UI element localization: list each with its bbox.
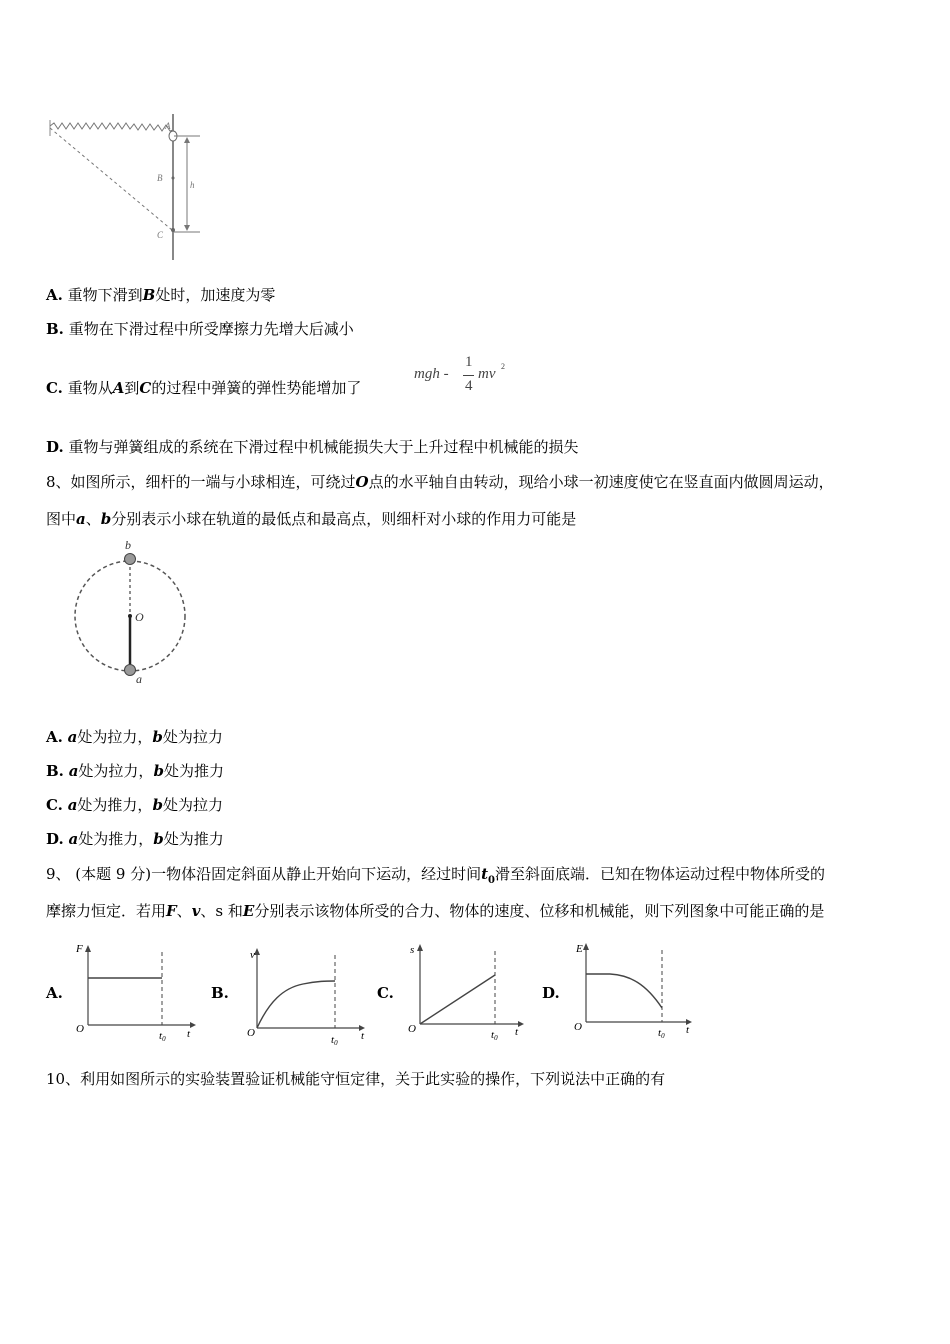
label-c: C: [157, 230, 164, 240]
dashed-spring-to-c: [50, 128, 172, 230]
ball-b: [125, 554, 136, 565]
q7-spring-rod-figure: [44, 110, 214, 265]
q7-option-c[interactable]: [46, 378, 361, 398]
option-text: 处为推力: [163, 762, 224, 780]
q9-stem-line2: [46, 901, 824, 921]
q9-option-b-label[interactable]: B.: [211, 984, 229, 1002]
label-o: O: [135, 610, 144, 624]
option-text: 处时，加速度为零: [155, 286, 276, 304]
y-arrow-icon: [254, 948, 260, 955]
option-text: 处为推力，: [77, 796, 153, 814]
y-arrow-icon: [85, 945, 91, 952]
option-text: 重物下滑到: [67, 286, 143, 304]
point-c: [171, 228, 175, 232]
q7-formula: [414, 354, 514, 402]
label-h: h: [190, 180, 195, 190]
x-arrow-icon: [190, 1022, 196, 1028]
formula-right: mv: [478, 366, 496, 382]
h-arrow-head-up: [184, 137, 190, 143]
q8-option-d[interactable]: [46, 829, 224, 849]
t0-label: t0: [658, 1027, 665, 1040]
option-label: A.: [46, 728, 63, 746]
var: a: [67, 796, 78, 814]
option-text: 重物从: [67, 379, 113, 397]
h-arrow-head-down: [184, 225, 190, 231]
formula-sup: 2: [501, 362, 505, 371]
option-text: 重物在下滑过程中所受摩擦力先增大后减小: [68, 320, 354, 338]
option-label: B.: [46, 762, 64, 780]
q8-stem-line2: [46, 509, 576, 529]
q7-option-b[interactable]: [46, 319, 354, 339]
y-label: F: [76, 943, 83, 955]
var: b: [153, 762, 164, 780]
q9-graph-a[interactable]: [70, 940, 200, 1045]
q10-stem: 10、利用如图所示的实验装置验证机械能守恒定律，关于此实验的操作，下列说法中正确的有: [46, 1070, 666, 1088]
var: A: [112, 379, 125, 397]
var: b: [152, 796, 163, 814]
option-label: D.: [46, 830, 64, 848]
q7-option-a[interactable]: [46, 285, 275, 305]
var: b: [100, 510, 112, 528]
y-label: v: [250, 949, 255, 961]
option-text: 重物与弹簧组成的系统在下滑过程中机械能损失大于上升过程中机械能的损失: [68, 438, 579, 456]
q9-graph-d[interactable]: [566, 938, 701, 1048]
stem-text: 摩擦力恒定．若用: [46, 902, 167, 920]
var: B: [142, 286, 156, 304]
stem-text: 点的水平轴自由转动，现给小球一初速度使它在竖直面内做圆周运动，: [368, 473, 834, 491]
formula-den: 4: [465, 378, 473, 394]
q8-stem-line1: [46, 472, 834, 492]
option-label: D.: [46, 438, 64, 456]
y-arrow-icon: [583, 943, 589, 950]
point-b: [172, 177, 175, 180]
t0-label: t0: [159, 1030, 166, 1043]
q9-option-d-label[interactable]: D.: [542, 984, 560, 1002]
var: F: [166, 902, 177, 920]
q9-graph-b[interactable]: [235, 940, 370, 1050]
option-text: 处为拉力，: [78, 762, 154, 780]
option-text: 处为拉力，: [77, 728, 153, 746]
origin-label: O: [408, 1023, 416, 1035]
var: a: [68, 762, 79, 780]
var: v: [191, 902, 201, 920]
ball-a: [125, 665, 136, 676]
q9-option-c-label[interactable]: C.: [377, 984, 394, 1002]
stem-text: 图中: [46, 510, 77, 528]
y-label: E: [576, 943, 583, 955]
x-arrow-icon: [518, 1021, 524, 1027]
option-label: C.: [46, 379, 63, 397]
stem-text: 9、 (本题 9 分)一物体沿固定斜面从静止开始向下运动，经过时间: [46, 865, 482, 883]
option-text: 处为拉力: [162, 796, 223, 814]
option-text: 到: [124, 379, 140, 397]
x-label: t: [361, 1030, 365, 1042]
var: b: [152, 728, 163, 746]
var: C: [139, 379, 152, 397]
origin-label: O: [76, 1023, 84, 1035]
label-a: A: [165, 121, 171, 131]
stem-text: 、: [85, 510, 101, 528]
var: a: [67, 728, 78, 746]
var: b: [153, 830, 164, 848]
pivot-o: [128, 614, 132, 618]
var: a: [68, 830, 79, 848]
x-label: t: [187, 1028, 191, 1040]
x-label: t: [515, 1026, 519, 1038]
q9-graph-c[interactable]: [400, 938, 530, 1048]
q9-option-a-label[interactable]: A.: [46, 984, 63, 1002]
origin-label: O: [247, 1027, 255, 1039]
option-label: B.: [46, 320, 64, 338]
option-text: 处为拉力: [162, 728, 223, 746]
var: O: [355, 473, 369, 491]
option-text: 的过程中弹簧的弹性势能增加了: [151, 379, 362, 397]
stem-text: 滑至斜面底端．已知在物体运动过程中物体所受的: [495, 865, 826, 883]
formula-left: mgh -: [414, 366, 449, 382]
option-text: 处为推力，: [78, 830, 154, 848]
graph-curve: [257, 981, 335, 1028]
label-a: a: [136, 672, 142, 684]
x-label: t: [686, 1024, 690, 1036]
q7-option-d[interactable]: [46, 437, 579, 457]
graph-curve: [586, 974, 662, 1008]
stem-text: 、: [176, 902, 192, 920]
y-arrow-icon: [417, 944, 423, 951]
option-label: A.: [46, 286, 63, 304]
spring: [50, 123, 173, 131]
q9-stem-line1: [46, 864, 825, 891]
formula-num: 1: [465, 354, 473, 370]
option-label: C.: [46, 796, 63, 814]
origin-label: O: [574, 1021, 582, 1033]
q8-option-c[interactable]: [46, 795, 223, 815]
q8-option-a[interactable]: [46, 727, 223, 747]
label-b: b: [125, 538, 131, 552]
var: E: [242, 902, 255, 920]
var: t: [481, 865, 489, 883]
q8-option-b[interactable]: [46, 761, 224, 781]
label-b: B: [157, 173, 163, 183]
stem-text: 、s 和: [200, 902, 243, 920]
stem-text: 分别表示小球在轨道的最低点和最高点，则细杆对小球的作用力可能是: [111, 510, 577, 528]
t0-label: t0: [331, 1034, 338, 1047]
stem-text: 8、如图所示，细杆的一端与小球相连，可绕过: [46, 473, 356, 491]
option-text: 处为推力: [163, 830, 224, 848]
stem-text: 分别表示该物体所受的合力、物体的速度、位移和机械能，则下列图象中可能正确的是: [254, 902, 825, 920]
q8-circle-figure: [68, 536, 193, 684]
graph-curve: [420, 975, 495, 1024]
var: a: [76, 510, 86, 528]
fraction-bar: [463, 375, 474, 376]
subscript: 0: [488, 875, 496, 886]
y-label: s: [410, 944, 415, 956]
t0-label: t0: [491, 1029, 498, 1042]
